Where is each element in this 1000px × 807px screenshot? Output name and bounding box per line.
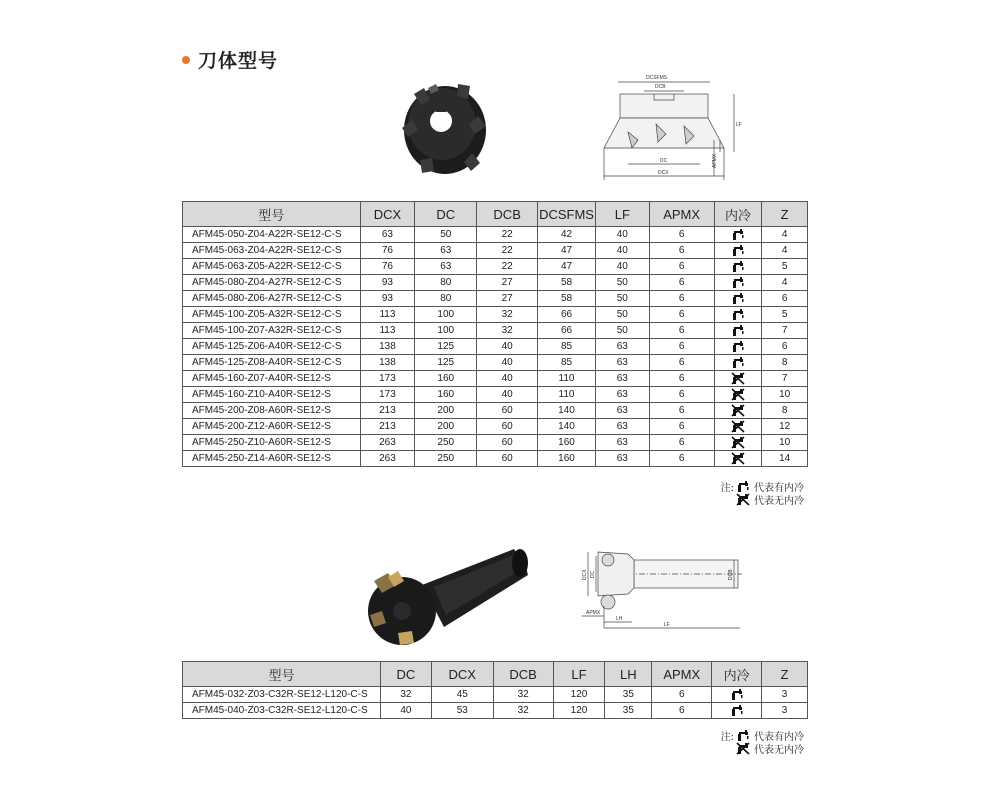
table-cell: 40 bbox=[595, 259, 649, 275]
table-cell: 4 bbox=[762, 227, 808, 243]
table-row bbox=[183, 339, 808, 355]
column-header: DCSFMS bbox=[538, 202, 596, 227]
table-cell: 66 bbox=[538, 323, 596, 339]
column-header: LH bbox=[605, 662, 652, 687]
table-cell: 63 bbox=[595, 403, 649, 419]
table-cell: 63 bbox=[595, 339, 649, 355]
table-cell: 40 bbox=[477, 339, 538, 355]
table-cell: AFM45-200-Z08-A60R-SE12-S bbox=[183, 403, 361, 419]
table-row bbox=[183, 387, 808, 403]
dcx-label: DCX bbox=[582, 569, 588, 580]
faucet-icon bbox=[731, 340, 745, 353]
table-cell: 40 bbox=[595, 243, 649, 259]
table-cell: 6 bbox=[649, 275, 714, 291]
dcb-label: DCB bbox=[728, 569, 734, 580]
apmx-label: APMX bbox=[586, 610, 601, 616]
table-cell: AFM45-125-Z08-A40R-SE12-C-S bbox=[183, 355, 361, 371]
table-cell: 6 bbox=[649, 419, 714, 435]
table-cell: 6 bbox=[649, 451, 714, 467]
table-cell: 6 bbox=[649, 227, 714, 243]
table-cell: AFM45-250-Z14-A60R-SE12-S bbox=[183, 451, 361, 467]
coolant-cell bbox=[714, 291, 762, 307]
table-cell: 42 bbox=[538, 227, 596, 243]
crossed-faucet-icon bbox=[736, 742, 750, 755]
coolant-cell bbox=[714, 323, 762, 339]
table-cell: 63 bbox=[360, 227, 415, 243]
table-cell: AFM45-063-Z04-A22R-SE12-C-S bbox=[183, 243, 361, 259]
crossed-faucet-icon bbox=[731, 388, 745, 401]
table-cell: 40 bbox=[477, 355, 538, 371]
column-header: 型号 bbox=[183, 662, 381, 687]
table-cell: 53 bbox=[431, 703, 493, 719]
table-cell: 6 bbox=[649, 243, 714, 259]
table-cell: 140 bbox=[538, 419, 596, 435]
dc-label: DC bbox=[590, 570, 596, 578]
column-header: DCX bbox=[360, 202, 415, 227]
table-cell: 10 bbox=[762, 435, 808, 451]
table-cell: 47 bbox=[538, 259, 596, 275]
table-cell: 35 bbox=[605, 687, 652, 703]
table-cell: 160 bbox=[415, 371, 477, 387]
column-header: Z bbox=[762, 662, 808, 687]
table-cell: 250 bbox=[415, 435, 477, 451]
table-cell: 8 bbox=[762, 355, 808, 371]
column-header: DC bbox=[415, 202, 477, 227]
faucet-icon bbox=[730, 704, 744, 717]
coolant-cell bbox=[714, 275, 762, 291]
table-cell: 22 bbox=[477, 227, 538, 243]
table-cell: AFM45-080-Z04-A27R-SE12-C-S bbox=[183, 275, 361, 291]
table-cell: 263 bbox=[360, 451, 415, 467]
table-cell: 60 bbox=[477, 451, 538, 467]
faucet-icon bbox=[731, 244, 745, 257]
table-cell: 58 bbox=[538, 275, 596, 291]
coolant-cell bbox=[714, 259, 762, 275]
column-header: Z bbox=[762, 202, 808, 227]
table-cell: 200 bbox=[415, 403, 477, 419]
table-cell: 100 bbox=[415, 307, 477, 323]
table-cell: 32 bbox=[477, 323, 538, 339]
table-cell: 40 bbox=[477, 387, 538, 403]
column-header: LF bbox=[595, 202, 649, 227]
table-row bbox=[183, 403, 808, 419]
table-cell: AFM45-125-Z06-A40R-SE12-C-S bbox=[183, 339, 361, 355]
table-cell: 4 bbox=[762, 243, 808, 259]
table-cell: 76 bbox=[360, 259, 415, 275]
coolant-legend bbox=[714, 729, 804, 755]
table-cell: 6 bbox=[649, 291, 714, 307]
table-cell: 213 bbox=[360, 419, 415, 435]
table-cell: 6 bbox=[649, 307, 714, 323]
coolant-cell bbox=[714, 403, 762, 419]
table-cell: 125 bbox=[415, 355, 477, 371]
table-cell: 80 bbox=[415, 291, 477, 307]
faucet-icon bbox=[731, 228, 745, 241]
faucet-icon bbox=[730, 688, 744, 701]
coolant-legend bbox=[714, 480, 804, 506]
faucet-icon bbox=[731, 308, 745, 321]
table-row bbox=[183, 275, 808, 291]
dc-label: DC bbox=[660, 158, 668, 164]
table-cell: 160 bbox=[415, 387, 477, 403]
table-cell: 63 bbox=[595, 387, 649, 403]
table-cell: AFM45-160-Z10-A40R-SE12-S bbox=[183, 387, 361, 403]
table-cell: 200 bbox=[415, 419, 477, 435]
table-cell: 63 bbox=[595, 355, 649, 371]
column-header: 内冷 bbox=[714, 202, 762, 227]
apmx-label: APMX bbox=[712, 153, 718, 168]
column-header: 型号 bbox=[183, 202, 361, 227]
table-cell: 32 bbox=[493, 703, 553, 719]
table-cell: 66 bbox=[538, 307, 596, 323]
table-cell: 60 bbox=[477, 403, 538, 419]
face-mill-drawing bbox=[598, 72, 744, 184]
table-cell: AFM45-032-Z03-C32R-SE12-L120-C-S bbox=[183, 687, 381, 703]
faucet-icon bbox=[731, 292, 745, 305]
lf-label: LF bbox=[736, 122, 742, 128]
section-title: 刀体型号 bbox=[198, 50, 279, 72]
table-cell: 50 bbox=[595, 291, 649, 307]
table-cell: 60 bbox=[477, 419, 538, 435]
note-without-coolant: 代表无内冷 bbox=[754, 496, 804, 507]
table-cell: 5 bbox=[762, 259, 808, 275]
end-mill-spec-table bbox=[182, 661, 808, 719]
table-header-row bbox=[183, 202, 808, 227]
table-cell: 110 bbox=[538, 387, 596, 403]
table-cell: 213 bbox=[360, 403, 415, 419]
end-mill-photo bbox=[364, 545, 532, 648]
table-cell: 58 bbox=[538, 291, 596, 307]
crossed-faucet-icon bbox=[736, 493, 750, 506]
table-header-row bbox=[183, 662, 808, 687]
table-cell: 100 bbox=[415, 323, 477, 339]
table-cell: 22 bbox=[477, 243, 538, 259]
table-row bbox=[183, 259, 808, 275]
table-cell: 6 bbox=[762, 291, 808, 307]
table-cell: 27 bbox=[477, 275, 538, 291]
note-prefix: 注: bbox=[720, 483, 734, 494]
faucet-icon bbox=[731, 356, 745, 369]
faucet-icon bbox=[731, 260, 745, 273]
coolant-cell bbox=[714, 419, 762, 435]
table-cell: 120 bbox=[553, 703, 605, 719]
table-cell: 3 bbox=[762, 703, 808, 719]
crossed-faucet-icon bbox=[731, 420, 745, 433]
table-cell: 6 bbox=[649, 403, 714, 419]
table-row bbox=[183, 435, 808, 451]
column-header: APMX bbox=[649, 202, 714, 227]
table-cell: 35 bbox=[605, 703, 652, 719]
faucet-icon bbox=[736, 480, 750, 493]
table-cell: 93 bbox=[360, 275, 415, 291]
table-cell: 173 bbox=[360, 371, 415, 387]
table-cell: 138 bbox=[360, 355, 415, 371]
crossed-faucet-icon bbox=[731, 452, 745, 465]
table-cell: 85 bbox=[538, 355, 596, 371]
coolant-cell bbox=[712, 687, 762, 703]
table-cell: 120 bbox=[553, 687, 605, 703]
coolant-cell bbox=[714, 451, 762, 467]
table-cell: 32 bbox=[493, 687, 553, 703]
table-cell: 6 bbox=[649, 259, 714, 275]
note-with-coolant: 代表有内冷 bbox=[754, 732, 804, 743]
table-cell: 7 bbox=[762, 371, 808, 387]
table-cell: 173 bbox=[360, 387, 415, 403]
table-cell: 50 bbox=[595, 323, 649, 339]
table-cell: 85 bbox=[538, 339, 596, 355]
table-cell: 6 bbox=[649, 371, 714, 387]
dcx-label: DCX bbox=[658, 170, 669, 176]
lf-label: LF bbox=[664, 622, 670, 628]
table-cell: 6 bbox=[652, 703, 712, 719]
table-cell: 125 bbox=[415, 339, 477, 355]
table-cell: 113 bbox=[360, 307, 415, 323]
lh-label: LH bbox=[616, 616, 623, 622]
table-row bbox=[183, 687, 808, 703]
table-cell: AFM45-063-Z05-A22R-SE12-C-S bbox=[183, 259, 361, 275]
coolant-cell bbox=[714, 307, 762, 323]
table-row bbox=[183, 227, 808, 243]
faucet-icon bbox=[736, 729, 750, 742]
coolant-cell bbox=[714, 387, 762, 403]
note-prefix: 注: bbox=[720, 732, 734, 743]
table-cell: 63 bbox=[595, 435, 649, 451]
table-cell: 60 bbox=[477, 435, 538, 451]
column-header: DCB bbox=[493, 662, 553, 687]
bullet-icon bbox=[182, 56, 190, 64]
crossed-faucet-icon bbox=[731, 436, 745, 449]
table-cell: 50 bbox=[595, 275, 649, 291]
table-cell: 40 bbox=[477, 371, 538, 387]
table-cell: 138 bbox=[360, 339, 415, 355]
table-row bbox=[183, 451, 808, 467]
table-cell: 5 bbox=[762, 307, 808, 323]
table-cell: 160 bbox=[538, 451, 596, 467]
faucet-icon bbox=[731, 276, 745, 289]
table-cell: 32 bbox=[477, 307, 538, 323]
table-cell: 63 bbox=[415, 243, 477, 259]
table-cell: 63 bbox=[595, 451, 649, 467]
table-cell: AFM45-250-Z10-A60R-SE12-S bbox=[183, 435, 361, 451]
coolant-cell bbox=[714, 355, 762, 371]
crossed-faucet-icon bbox=[731, 404, 745, 417]
table-cell: 110 bbox=[538, 371, 596, 387]
dcsfms-label: DCSFMS bbox=[646, 75, 668, 81]
table-row bbox=[183, 243, 808, 259]
table-cell: 50 bbox=[415, 227, 477, 243]
table-cell: 47 bbox=[538, 243, 596, 259]
end-mill-drawing bbox=[578, 546, 744, 632]
table-cell: 32 bbox=[380, 687, 431, 703]
face-mill-spec-table bbox=[182, 201, 808, 467]
coolant-cell bbox=[714, 371, 762, 387]
faucet-icon bbox=[731, 324, 745, 337]
table-cell: 113 bbox=[360, 323, 415, 339]
table-cell: 63 bbox=[415, 259, 477, 275]
table-cell: AFM45-100-Z05-A32R-SE12-C-S bbox=[183, 307, 361, 323]
table-row bbox=[183, 703, 808, 719]
table-cell: 6 bbox=[649, 435, 714, 451]
table-cell: 40 bbox=[380, 703, 431, 719]
table-cell: AFM45-100-Z07-A32R-SE12-C-S bbox=[183, 323, 361, 339]
table-cell: 12 bbox=[762, 419, 808, 435]
column-header: APMX bbox=[652, 662, 712, 687]
dcb-label: DCB bbox=[655, 84, 666, 90]
coolant-cell bbox=[714, 435, 762, 451]
table-cell: 27 bbox=[477, 291, 538, 307]
table-cell: 40 bbox=[595, 227, 649, 243]
table-cell: 80 bbox=[415, 275, 477, 291]
column-header: 内冷 bbox=[712, 662, 762, 687]
coolant-cell bbox=[714, 227, 762, 243]
table-cell: 263 bbox=[360, 435, 415, 451]
crossed-faucet-icon bbox=[731, 372, 745, 385]
table-cell: 6 bbox=[649, 355, 714, 371]
column-header: DCX bbox=[431, 662, 493, 687]
table-cell: 10 bbox=[762, 387, 808, 403]
table-cell: 8 bbox=[762, 403, 808, 419]
coolant-cell bbox=[712, 703, 762, 719]
table-cell: AFM45-080-Z06-A27R-SE12-C-S bbox=[183, 291, 361, 307]
table-cell: 6 bbox=[649, 323, 714, 339]
table-cell: 250 bbox=[415, 451, 477, 467]
table-cell: 6 bbox=[649, 339, 714, 355]
table-cell: 45 bbox=[431, 687, 493, 703]
table-cell: 6 bbox=[762, 339, 808, 355]
table-cell: AFM45-200-Z12-A60R-SE12-S bbox=[183, 419, 361, 435]
table-row bbox=[183, 323, 808, 339]
note-without-coolant: 代表无内冷 bbox=[754, 745, 804, 756]
table-cell: 7 bbox=[762, 323, 808, 339]
table-cell: 14 bbox=[762, 451, 808, 467]
table-row bbox=[183, 419, 808, 435]
column-header: DCB bbox=[477, 202, 538, 227]
table-row bbox=[183, 355, 808, 371]
table-row bbox=[183, 291, 808, 307]
table-cell: 93 bbox=[360, 291, 415, 307]
table-cell: 63 bbox=[595, 419, 649, 435]
table-cell: 140 bbox=[538, 403, 596, 419]
table-cell: 50 bbox=[595, 307, 649, 323]
coolant-cell bbox=[714, 339, 762, 355]
table-row bbox=[183, 307, 808, 323]
table-cell: 6 bbox=[652, 687, 712, 703]
table-cell: 4 bbox=[762, 275, 808, 291]
table-cell: AFM45-040-Z03-C32R-SE12-L120-C-S bbox=[183, 703, 381, 719]
table-cell: AFM45-050-Z04-A22R-SE12-C-S bbox=[183, 227, 361, 243]
table-cell: 160 bbox=[538, 435, 596, 451]
coolant-cell bbox=[714, 243, 762, 259]
face-mill-photo bbox=[398, 76, 490, 182]
table-cell: 76 bbox=[360, 243, 415, 259]
table-row bbox=[183, 371, 808, 387]
table-cell: 22 bbox=[477, 259, 538, 275]
section-heading bbox=[182, 46, 278, 73]
note-with-coolant: 代表有内冷 bbox=[754, 483, 804, 494]
table-cell: 63 bbox=[595, 371, 649, 387]
column-header: LF bbox=[553, 662, 605, 687]
table-cell: 6 bbox=[649, 387, 714, 403]
column-header: DC bbox=[380, 662, 431, 687]
table-cell: AFM45-160-Z07-A40R-SE12-S bbox=[183, 371, 361, 387]
table-cell: 3 bbox=[762, 687, 808, 703]
